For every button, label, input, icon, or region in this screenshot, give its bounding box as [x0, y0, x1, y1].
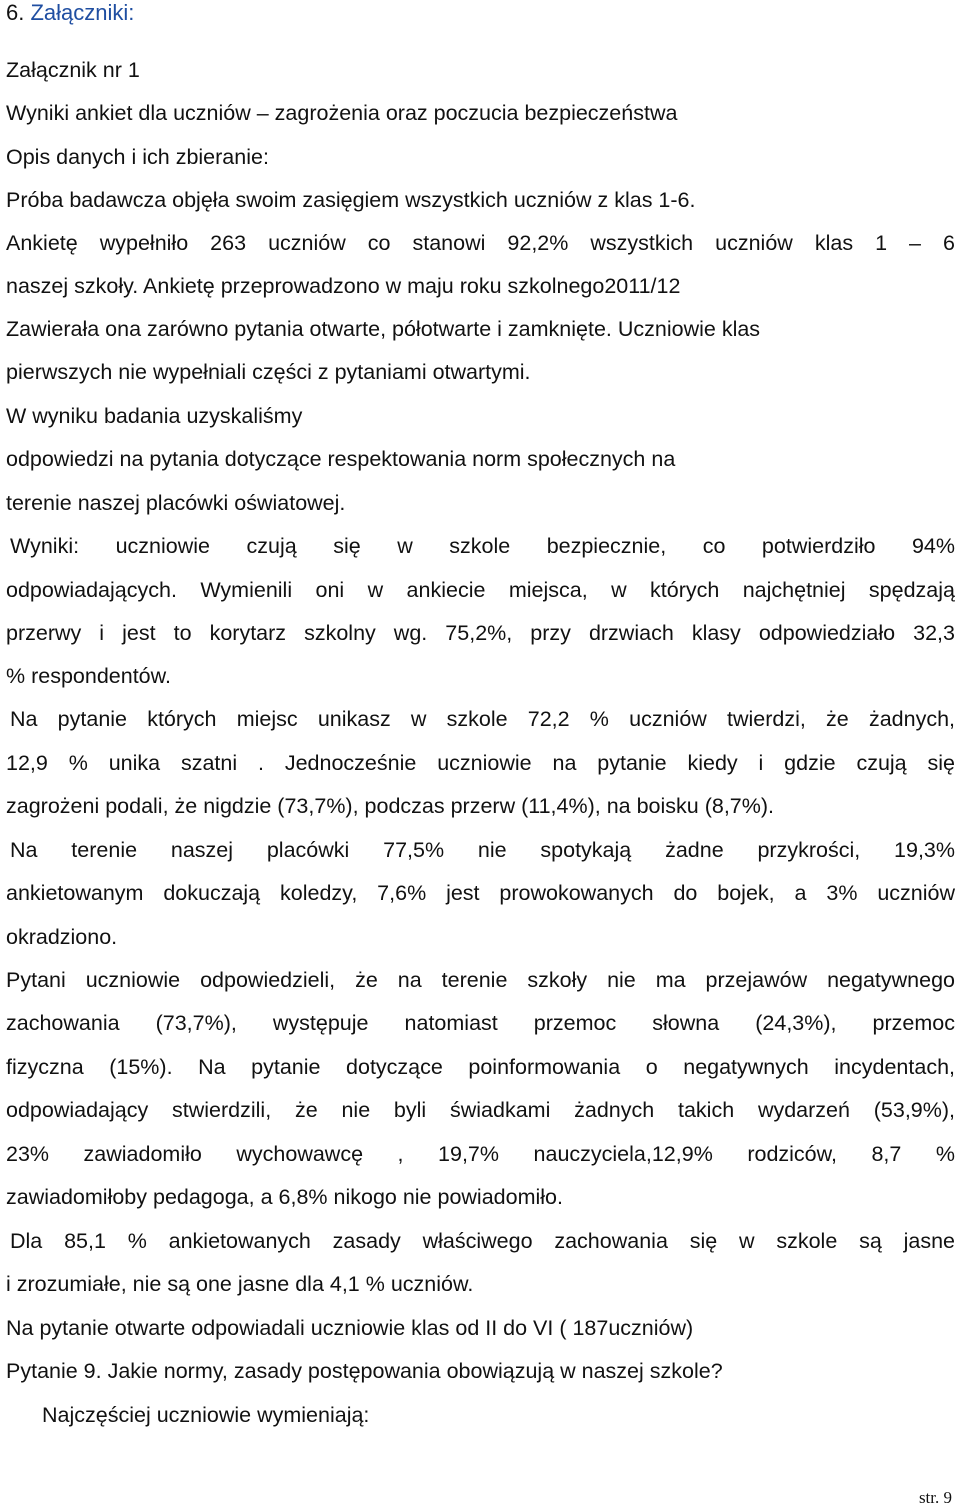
text-line: % respondentów.	[6, 664, 171, 688]
text-line: Na terenie naszej placówki 77,5% nie spotykają żadne przykrości, 19,3%	[10, 838, 955, 862]
section-title: Załączniki:	[30, 0, 135, 25]
text-line: Próba badawcza objęła swoim zasięgiem wszystkich uczniów z klas 1-6.	[6, 188, 696, 212]
page-number: str. 9	[918, 1488, 952, 1507]
text-line: Pytani uczniowie odpowiedzieli, że na terenie szkoły nie ma przejawów negatywnego	[6, 968, 955, 992]
survey-title: Wyniki ankiet dla uczniów – zagrożenia oraz poczucia bezpieczeństwa	[6, 101, 678, 125]
text-line: zawiadomiłoby pedagoga, a 6,8% nikogo nie powiadomiło.	[6, 1185, 563, 1209]
text-line: odpowiedzi na pytania dotyczące respektowania norm społecznych na	[6, 447, 676, 471]
text-line: 12,9 % unika szatni . Jednocześnie uczniowie na pytanie kiedy i gdzie czują się	[6, 751, 955, 775]
text-line: naszej szkoły. Ankietę przeprowadzono w maju roku szkolnego2011/12	[6, 274, 681, 298]
annex-title: Załącznik nr 1	[6, 58, 140, 82]
question-line: Pytanie 9. Jakie normy, zasady postępowania obowiązują w naszej szkole?	[6, 1359, 723, 1383]
data-description-heading: Opis danych i ich zbieranie:	[6, 145, 269, 169]
text-line: okradziono.	[6, 925, 118, 949]
text-line: terenie naszej placówki oświatowej.	[6, 491, 346, 515]
text-line: Na pytanie otwarte odpowiadali uczniowie klas od II do VI ( 187uczniów)	[6, 1316, 694, 1340]
text-line: zagrożeni podali, że nigdzie (73,7%), podczas przerw (11,4%), na boisku (8,7%).	[6, 794, 775, 818]
section-heading	[6, 0, 134, 26]
text-line: odpowiadający stwierdzili, że nie byli świadkami żadnych takich wydarzeń (53,9%),	[6, 1098, 955, 1122]
text-line: fizyczna (15%). Na pytanie dotyczące poinformowania o negatywnych incydentach,	[6, 1055, 955, 1079]
text-line: ankietowanym dokuczają koledzy, 7,6% jest prowokowanych do bojek, a 3% uczniów	[6, 881, 955, 905]
text-line: Na pytanie których miejsc unikasz w szkole 72,2 % uczniów twierdzi, że żadnych,	[10, 707, 955, 731]
text-line: i zrozumiałe, nie są one jasne dla 4,1 % uczniów.	[6, 1272, 474, 1296]
text-line: Wyniki: uczniowie czują się w szkole bezpiecznie, co potwierdziło 94%	[10, 534, 955, 558]
text-line: Dla 85,1 % ankietowanych zasady właściwego zachowania się w szkole są jasne	[10, 1229, 955, 1253]
text-line: 23% zawiadomiło wychowawcę , 19,7% nauczyciela,12,9% rodziców, 8,7 %	[6, 1142, 955, 1166]
text-line: Ankietę wypełniło 263 uczniów co stanowi 92,2% wszystkich uczniów klas 1 – 6	[6, 231, 955, 255]
text-line: odpowiadających. Wymienili oni w ankiecie miejsca, w których najchętniej spędzają	[6, 578, 955, 602]
text-line: zachowania (73,7%), występuje natomiast przemoc słowna (24,3%), przemoc	[6, 1011, 955, 1035]
text-line: przerwy i jest to korytarz szkolny wg. 75,2%, przy drzwiach klasy odpowiedziało 32,3	[6, 621, 955, 645]
text-line: pierwszych nie wypełniali części z pytaniami otwartymi.	[6, 360, 531, 384]
text-line: Zawierała ona zarówno pytania otwarte, półotwarte i zamknięte. Uczniowie klas	[6, 317, 761, 341]
text-line: W wyniku badania uzyskaliśmy	[6, 404, 303, 428]
section-number: 6.	[6, 0, 25, 25]
answers-intro: Najczęściej uczniowie wymieniają:	[42, 1403, 370, 1427]
